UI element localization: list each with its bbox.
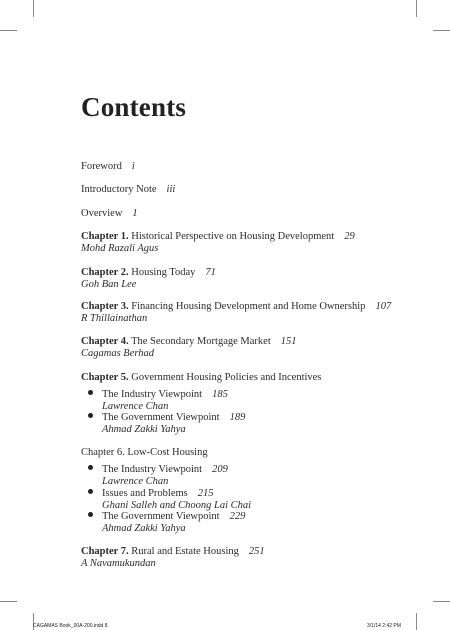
entry-label: Government Housing Policies and Incentives xyxy=(131,372,322,383)
crop-mark xyxy=(416,0,417,17)
bullet-icon xyxy=(88,465,93,470)
toc-subentry[interactable] xyxy=(88,488,214,500)
entry-label: Overview xyxy=(81,208,123,219)
toc-entry-chapter-2[interactable] xyxy=(81,266,216,279)
chapter-prefix: Chapter 4. xyxy=(81,336,129,347)
entry-label: Issues and Problems xyxy=(102,488,188,499)
entry-label: Financing Housing Development and Home Ownership xyxy=(131,301,366,312)
page-title: Contents xyxy=(81,92,187,122)
entry-label: Historical Perspective on Housing Development xyxy=(131,231,335,242)
toc-subentry[interactable] xyxy=(88,412,245,424)
bullet-icon xyxy=(88,413,93,418)
chapter-prefix: Chapter 2. xyxy=(81,267,129,278)
crop-mark xyxy=(416,613,417,630)
subentry-author: Lawrence Chan xyxy=(102,401,169,412)
chapter-author: A Navamukundan xyxy=(81,558,156,569)
footer-date: 3/1/14 2:42 PM xyxy=(367,623,401,629)
entry-label: Introductory Note xyxy=(81,184,157,195)
crop-mark xyxy=(33,0,34,17)
toc-entry-chapter-4[interactable] xyxy=(81,335,297,348)
chapter-prefix: Chapter 5. xyxy=(81,372,129,383)
subentry-author: Ahmad Zakki Yahya xyxy=(102,424,186,435)
entry-label: The Government Viewpoint xyxy=(102,511,220,522)
toc-subentry[interactable] xyxy=(88,389,228,401)
page-number: 71 xyxy=(205,267,216,278)
page-number: 229 xyxy=(229,511,246,522)
toc-entry-introductory-note[interactable] xyxy=(81,183,175,196)
crop-mark xyxy=(433,601,450,602)
entry-label: Rural and Estate Housing xyxy=(131,546,239,557)
crop-mark xyxy=(0,30,17,31)
entry-label: Foreword xyxy=(81,161,122,172)
crop-mark xyxy=(0,601,17,602)
page-number: 107 xyxy=(375,301,392,312)
entry-label: The Industry Viewpoint xyxy=(102,389,203,400)
bullet-icon xyxy=(88,489,93,494)
entry-label: The Industry Viewpoint xyxy=(102,464,203,475)
chapter-prefix: Chapter 3. xyxy=(81,301,129,312)
toc-entry-overview[interactable] xyxy=(81,207,138,220)
page-number: 251 xyxy=(248,546,265,557)
footer-filename: CAGAMAS Book_00A-200.indd 8 xyxy=(33,623,108,629)
toc-subentry[interactable] xyxy=(88,464,228,476)
entry-label: The Government Viewpoint xyxy=(102,412,220,423)
toc-entry-chapter-7[interactable] xyxy=(81,545,265,558)
chapter-prefix: Chapter 1. xyxy=(81,231,129,242)
crop-mark xyxy=(433,30,450,31)
page-number: 185 xyxy=(212,389,228,400)
chapter-prefix: Chapter 6. xyxy=(81,447,125,458)
chapter-author: Goh Ban Lee xyxy=(81,279,137,290)
toc-subentry[interactable] xyxy=(88,511,245,523)
toc-entry-foreword[interactable] xyxy=(81,160,135,173)
page-number: 209 xyxy=(212,464,228,475)
page-number: 189 xyxy=(229,412,246,423)
subentry-author: Ahmad Zakki Yahya xyxy=(102,523,186,534)
bullet-icon xyxy=(88,512,93,517)
page-number: 29 xyxy=(344,231,355,242)
subentry-author: Lawrence Chan xyxy=(102,476,169,487)
toc-entry-chapter-5[interactable] xyxy=(81,371,321,384)
chapter-author: Mohd Razali Agus xyxy=(81,243,159,254)
entry-label: Housing Today xyxy=(131,267,196,278)
entry-label: The Secondary Mortgage Market xyxy=(131,336,271,347)
toc-entry-chapter-1[interactable] xyxy=(81,230,355,243)
chapter-author: R Thillainathan xyxy=(81,313,148,324)
bullet-icon xyxy=(88,390,93,395)
toc-entry-chapter-3[interactable] xyxy=(81,300,391,313)
page-number: iii xyxy=(166,184,176,195)
page-number: i xyxy=(131,161,135,172)
chapter-author: Cagamas Berhad xyxy=(81,348,155,359)
page-number: 151 xyxy=(280,336,297,347)
page-number: 215 xyxy=(197,488,214,499)
toc-entry-chapter-6[interactable] xyxy=(81,446,208,459)
page-number: 1 xyxy=(132,208,138,219)
chapter-prefix: Chapter 7. xyxy=(81,546,129,557)
subentry-author: Ghani Salleh and Choong Lai Chai xyxy=(102,500,252,511)
entry-label: Low-Cost Housing xyxy=(127,447,208,458)
